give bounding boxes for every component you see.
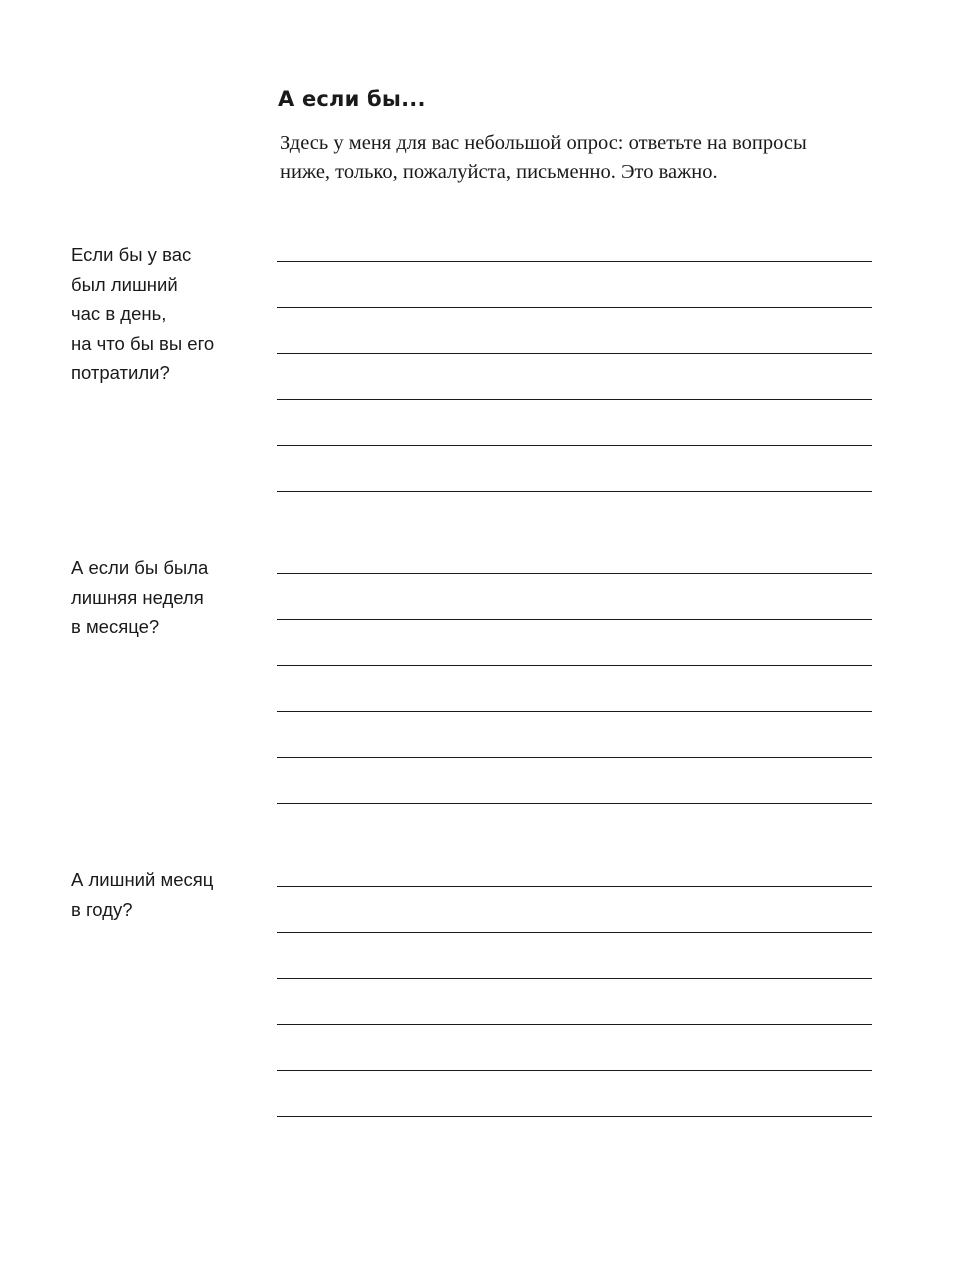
question-2-text (71, 553, 266, 642)
answer-line[interactable] (277, 886, 872, 887)
question-line: Если бы у вас (71, 244, 192, 265)
question-line: в месяце? (71, 616, 160, 637)
answer-line[interactable] (277, 1116, 872, 1117)
answer-line[interactable] (277, 932, 872, 933)
question-2-answer-area[interactable] (277, 573, 872, 804)
answer-line[interactable] (277, 1070, 872, 1071)
answer-line[interactable] (277, 1024, 872, 1025)
question-3-answer-area[interactable] (277, 886, 872, 1117)
answer-line[interactable] (277, 399, 872, 400)
intro-paragraph (280, 129, 880, 187)
answer-line[interactable] (277, 573, 872, 574)
answer-line[interactable] (277, 261, 872, 262)
answer-line[interactable] (277, 711, 872, 712)
question-line: на что бы вы его (71, 332, 215, 354)
question-3-text (71, 865, 266, 924)
answer-line[interactable] (277, 665, 872, 666)
question-1-answer-area[interactable] (277, 261, 872, 492)
answer-line[interactable] (277, 353, 872, 354)
question-1-text (71, 240, 266, 388)
question-line: был лишний (71, 273, 178, 295)
question-line: А если бы была (71, 557, 209, 578)
question-line: в году? (71, 898, 133, 920)
answer-line[interactable] (277, 803, 872, 804)
question-line: А лишний месяц (71, 869, 214, 890)
question-line: лишняя неделя (71, 586, 204, 608)
question-line: потратили? (71, 362, 170, 383)
answer-line[interactable] (277, 307, 872, 308)
intro-line: ниже, только, пожалуйста, письменно. Это важно. (280, 161, 718, 183)
answer-line[interactable] (277, 445, 872, 446)
question-line: час в день, (71, 303, 167, 324)
intro-line: Здесь у меня для вас небольшой опрос: ответьте на вопросы (280, 132, 807, 154)
answer-line[interactable] (277, 757, 872, 758)
answer-line[interactable] (277, 619, 872, 620)
page-title: А если бы... (278, 87, 426, 111)
answer-line[interactable] (277, 978, 872, 979)
answer-line[interactable] (277, 491, 872, 492)
